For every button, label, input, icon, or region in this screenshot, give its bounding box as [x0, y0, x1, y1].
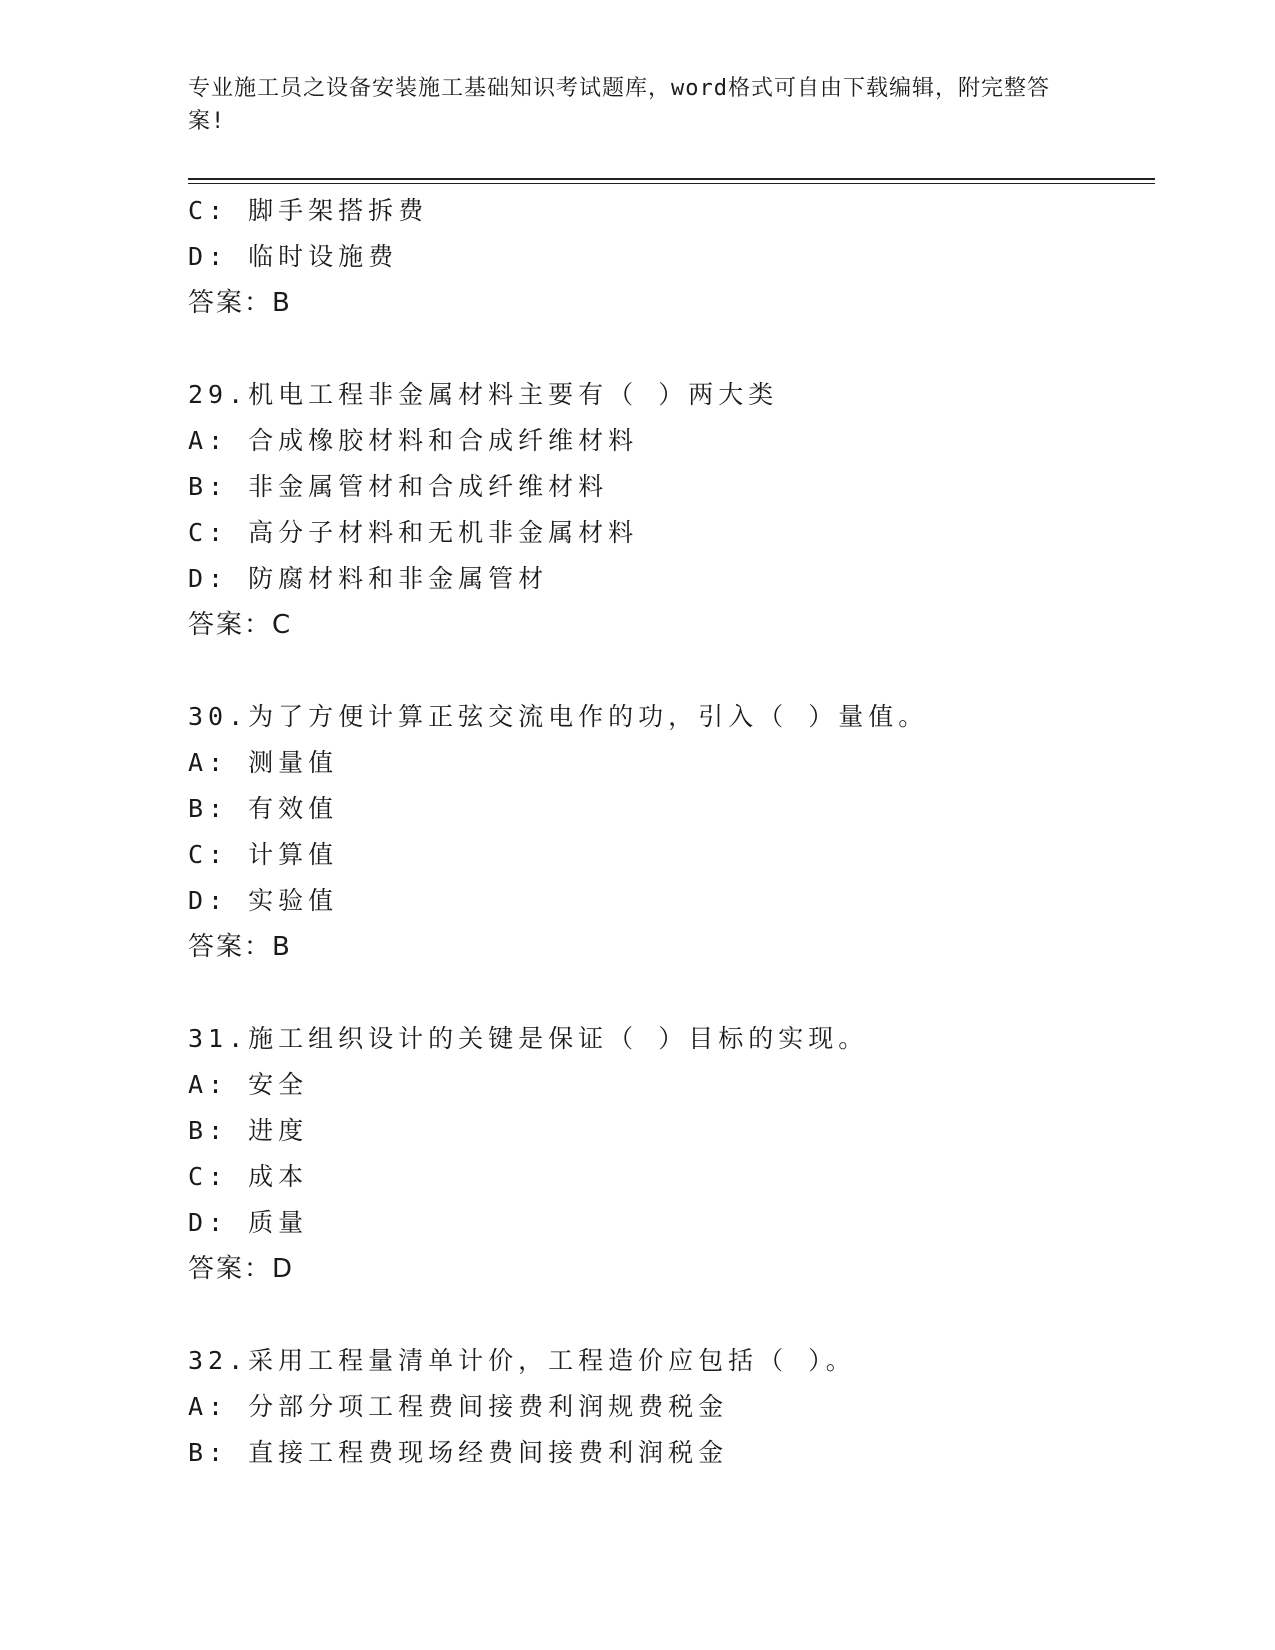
option-text: 质量	[248, 1208, 309, 1237]
question-stem: 32.采用工程量清单计价，工程造价应包括（ ）。	[188, 1346, 856, 1375]
option-a	[188, 740, 1148, 786]
option-label: D:	[188, 886, 229, 915]
option-label: A:	[188, 1070, 229, 1099]
option-text: 计算值	[248, 840, 339, 869]
option-c	[188, 832, 1148, 878]
option-d	[188, 878, 1148, 924]
option-d	[188, 556, 1148, 602]
option-label: C:	[188, 1162, 229, 1191]
option-c	[188, 1154, 1148, 1200]
answer-line: 答案：B	[188, 288, 292, 318]
option-c	[188, 188, 1148, 234]
option-label: A:	[188, 1392, 229, 1421]
option-c	[188, 510, 1148, 556]
option-b	[188, 1108, 1148, 1154]
option-label: A:	[188, 748, 229, 777]
option-label: B:	[188, 1438, 229, 1467]
option-a	[188, 1062, 1148, 1108]
option-text: 有效值	[248, 794, 339, 823]
header-rule-thick	[188, 178, 1155, 180]
option-label: C:	[188, 840, 229, 869]
option-text: 成本	[248, 1162, 309, 1191]
option-label: D:	[188, 564, 229, 593]
option-text: 合成橡胶材料和合成纤维材料	[248, 426, 639, 455]
option-b	[188, 1430, 1148, 1476]
answer-line: 答案：D	[188, 1254, 295, 1284]
option-text: 分部分项工程费间接费利润规费税金	[248, 1392, 729, 1421]
option-label: B:	[188, 1116, 229, 1145]
option-label: B:	[188, 794, 229, 823]
option-text: 非金属管材和合成纤维材料	[248, 472, 609, 501]
option-text: 实验值	[248, 886, 339, 915]
answer-line: 答案：B	[188, 932, 292, 962]
option-label: D:	[188, 242, 229, 271]
option-text: 临时设施费	[248, 242, 399, 271]
option-b	[188, 464, 1148, 510]
option-text: 脚手架搭拆费	[248, 196, 429, 225]
option-d	[188, 234, 1148, 280]
option-label: B:	[188, 472, 229, 501]
option-text: 进度	[248, 1116, 309, 1145]
header-rule-thin	[188, 183, 1155, 184]
option-text: 安全	[248, 1070, 309, 1099]
question-stem: 31.施工组织设计的关键是保证（ ）目标的实现。	[188, 1024, 869, 1053]
option-label: C:	[188, 518, 229, 547]
answer-line: 答案：C	[188, 610, 293, 640]
question-stem: 30.为了方便计算正弦交流电作的功，引入（ ）量值。	[188, 702, 929, 731]
option-d	[188, 1200, 1148, 1246]
option-text: 直接工程费现场经费间接费利润税金	[248, 1438, 729, 1467]
option-label: D:	[188, 1208, 229, 1237]
header-text: 专业施工员之设备安装施工基础知识考试题库，word格式可自由下载编辑，附完整答案!	[188, 76, 1050, 134]
option-label: A:	[188, 426, 229, 455]
option-a	[188, 418, 1148, 464]
question-list	[188, 188, 1148, 1476]
option-text: 防腐材料和非金属管材	[248, 564, 549, 593]
question-stem: 29.机电工程非金属材料主要有（ ）两大类	[188, 380, 779, 409]
page-header	[188, 72, 1068, 138]
option-b	[188, 786, 1148, 832]
option-label: C:	[188, 196, 229, 225]
option-a	[188, 1384, 1148, 1430]
option-text: 高分子材料和无机非金属材料	[248, 518, 639, 547]
option-text: 测量值	[248, 748, 339, 777]
